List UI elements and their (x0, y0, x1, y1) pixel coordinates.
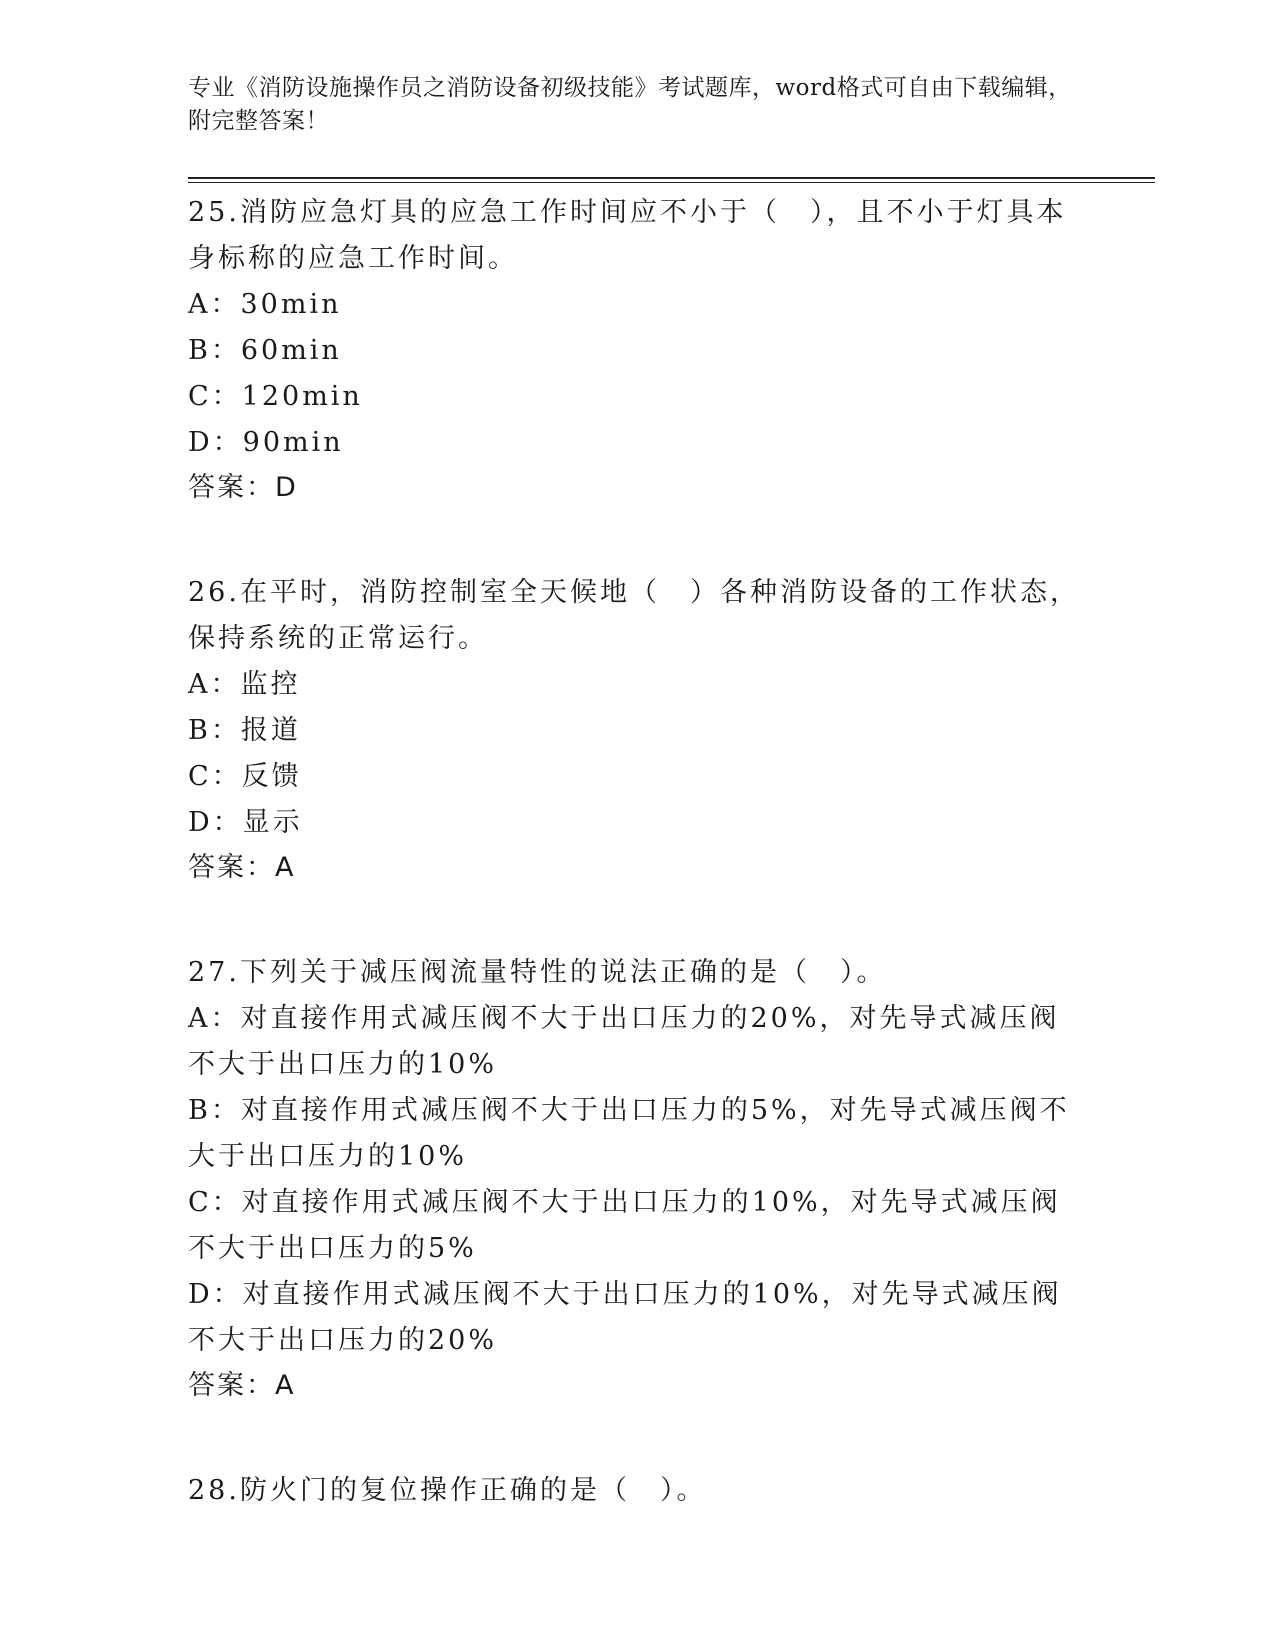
answer-line: 答案：D (188, 472, 298, 503)
option-c: C：对直接作用式减压阀不大于出口压力的10%，对先导式减压阀不大于出口压力的5% (188, 1187, 1061, 1264)
question-text: 25.消防应急灯具的应急工作时间应不小于（ ），且不小于灯具本身标称的应急工作时间。 (188, 197, 1067, 274)
option-d: D：90min (188, 427, 344, 458)
header-divider-thin (188, 182, 1155, 183)
question-spacer (188, 1408, 1088, 1468)
option-a: A：30min (188, 289, 342, 320)
question-spacer (188, 890, 1088, 950)
question-text: 27.下列关于减压阀流量特性的说法正确的是（ ）。 (188, 957, 887, 988)
question-text: 28.防火门的复位操作正确的是（ ）。 (188, 1475, 707, 1506)
question-25 (188, 190, 1088, 510)
answer-line: 答案：A (188, 852, 296, 883)
question-27 (188, 950, 1088, 1408)
question-text: 26.在平时，消防控制室全天候地（ ）各种消防设备的工作状态，保持系统的正常运行。 (188, 577, 1080, 654)
document-header: 专业《消防设施操作员之消防设备初级技能》考试题库，word格式可自由下载编辑，附完整答案！ (188, 75, 1072, 134)
option-c: C：反馈 (188, 761, 302, 792)
question-28 (188, 1468, 1088, 1514)
option-b: B：报道 (188, 715, 301, 746)
option-b: B：对直接作用式减压阀不大于出口压力的5%，对先导式减压阀不大于出口压力的10% (188, 1095, 1070, 1172)
question-26 (188, 570, 1088, 890)
question-list (188, 190, 1088, 1514)
header-divider-thick (188, 177, 1155, 179)
answer-line: 答案：A (188, 1370, 296, 1401)
option-c: C：120min (188, 381, 363, 412)
option-a: A：监控 (188, 669, 301, 700)
option-a: A：对直接作用式减压阀不大于出口压力的20%，对先导式减压阀不大于出口压力的10% (188, 1003, 1060, 1080)
question-spacer (188, 510, 1088, 570)
option-b: B：60min (188, 335, 342, 366)
option-d: D：显示 (188, 807, 303, 838)
option-d: D：对直接作用式减压阀不大于出口压力的10%，对先导式减压阀不大于出口压力的20% (188, 1279, 1062, 1356)
